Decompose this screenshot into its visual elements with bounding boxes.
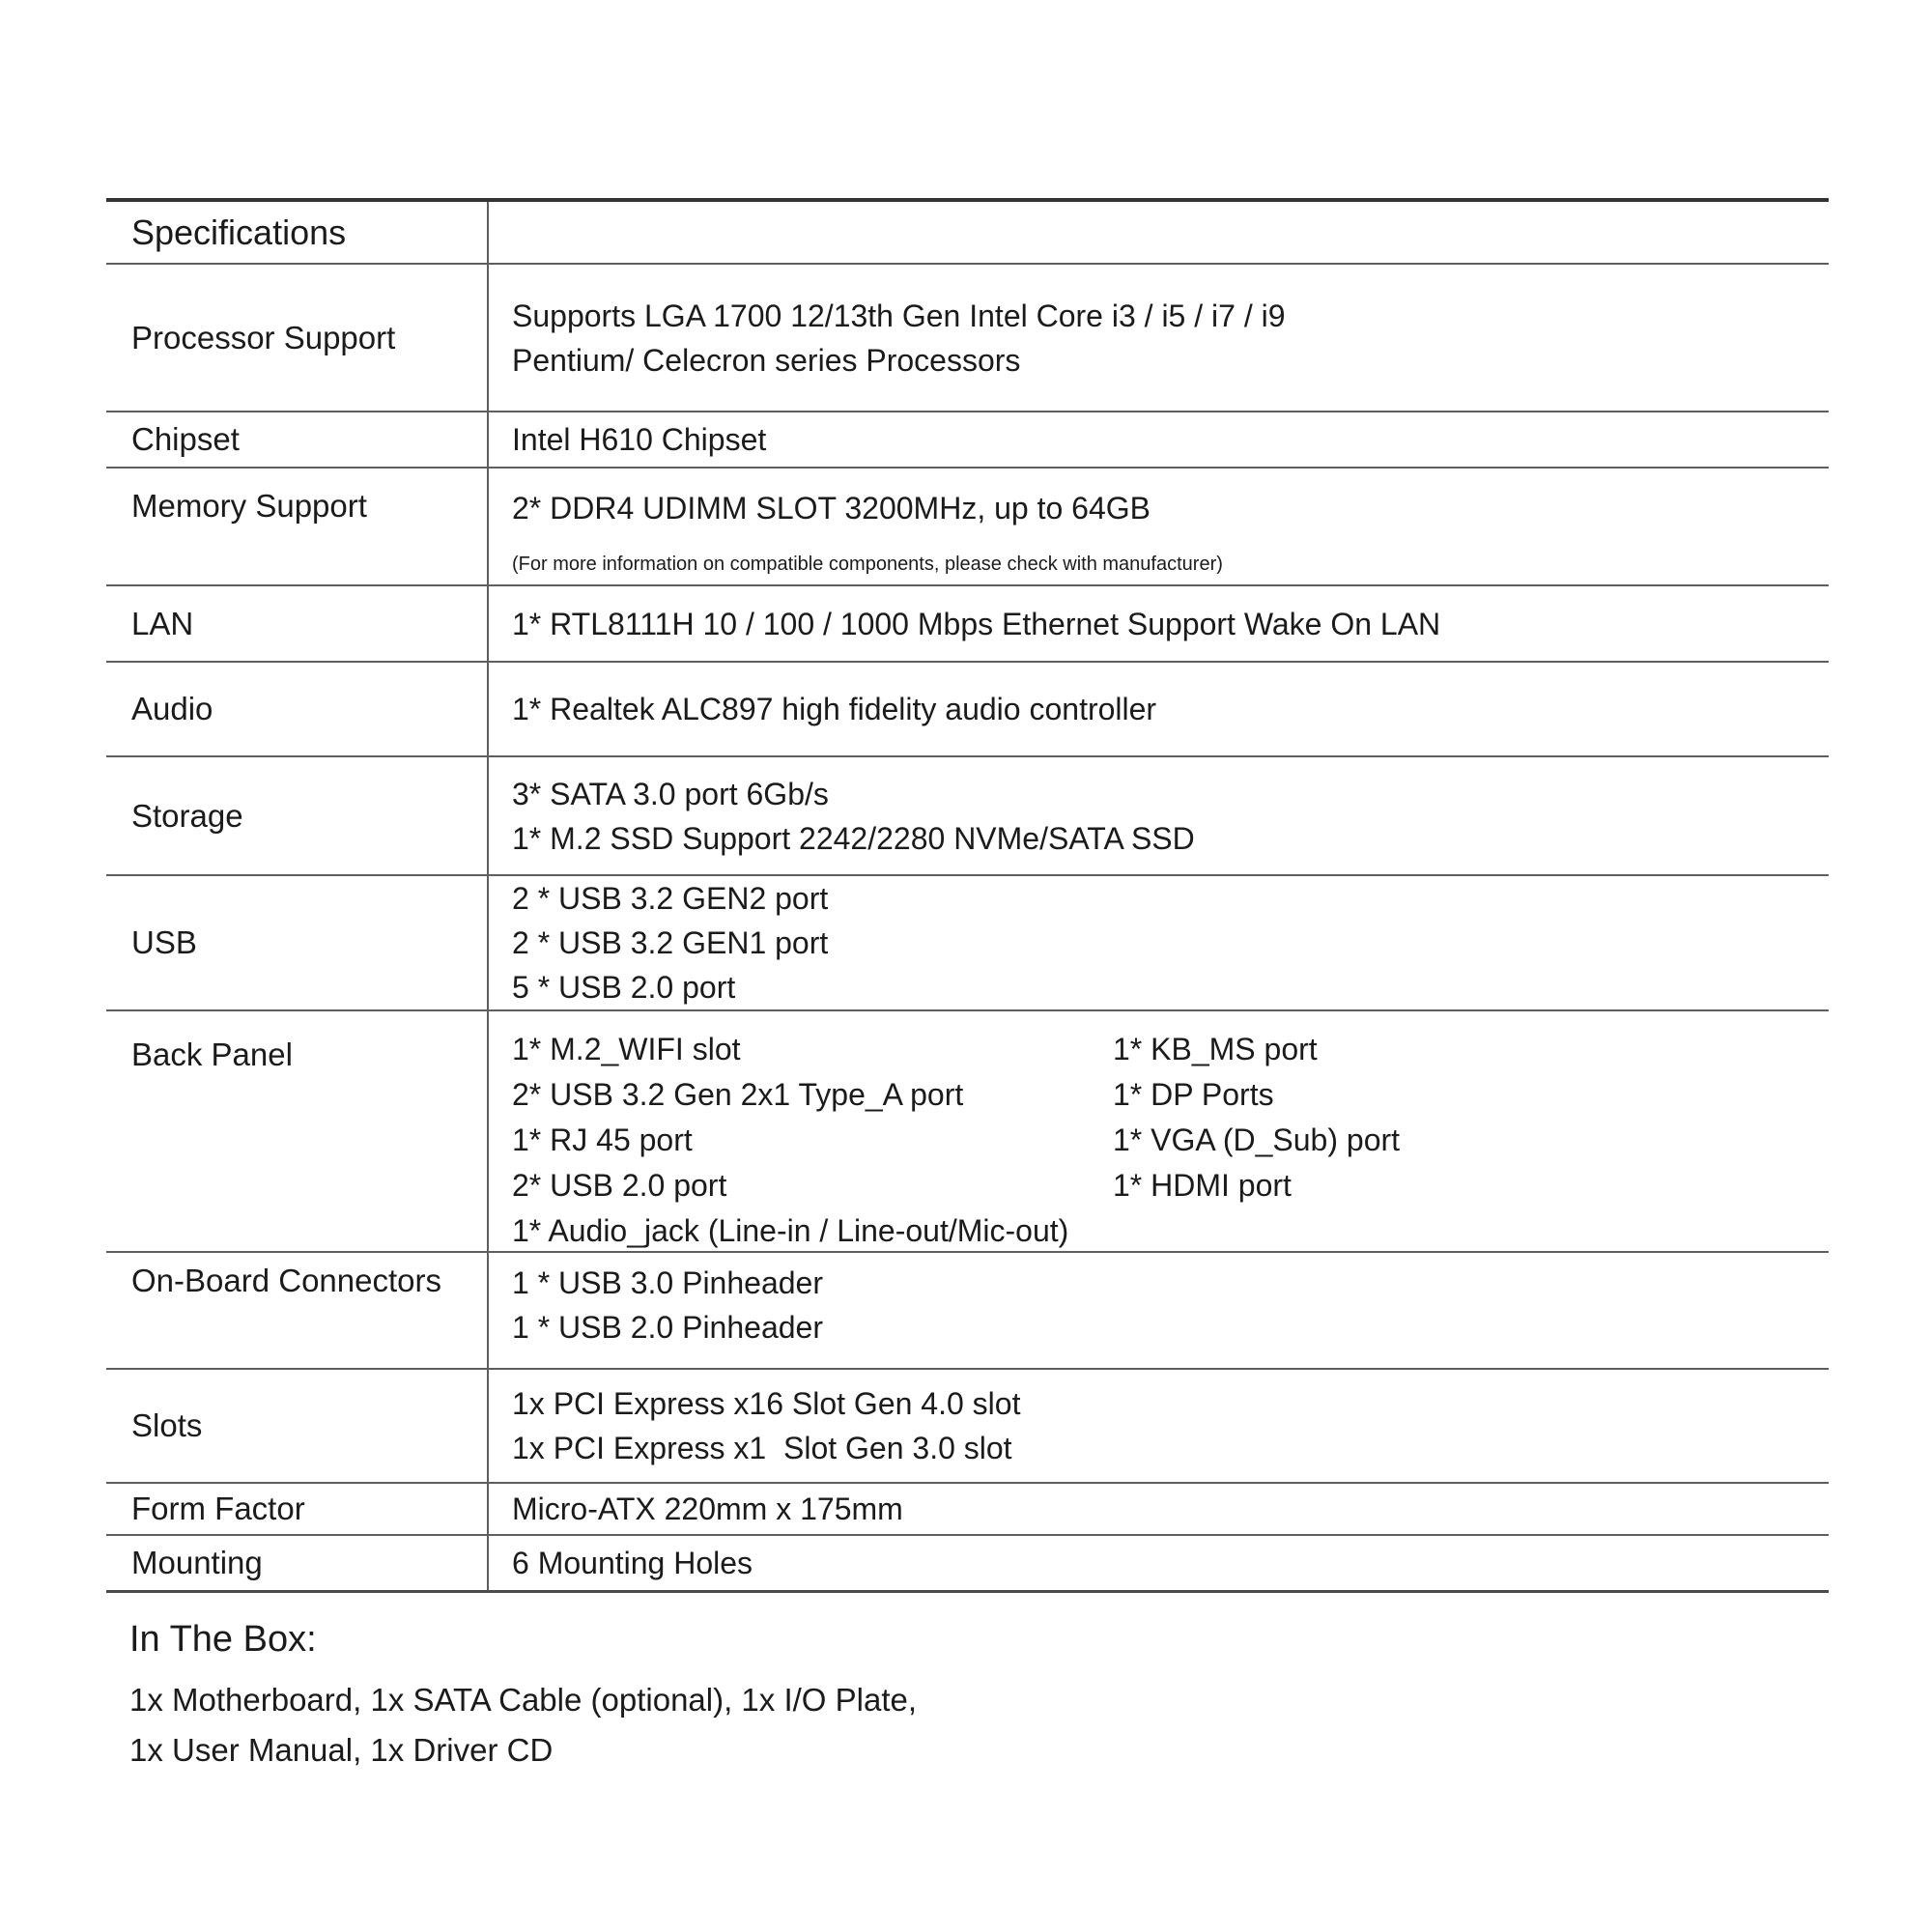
row-value [489,876,1829,1009]
value-line: Intel H610 Chipset [512,422,767,457]
table-row-form-factor [106,1484,1829,1536]
value-line: 2* DDR4 UDIMM SLOT 3200MHz, up to 64GB [512,491,1151,526]
row-value [489,412,1829,467]
row-value [489,1370,1829,1482]
row-value [489,1011,1829,1251]
value-line: 3* SATA 3.0 port 6Gb/s [512,776,829,811]
in-the-box-line: 1x Motherboard, 1x SATA Cable (optional), 1x I/O Plate, [129,1682,918,1718]
table-header-row [106,202,1829,265]
row-label: Memory Support [106,469,489,584]
value-line: 2 * USB 3.2 GEN2 port [512,881,829,916]
row-value [489,586,1829,661]
in-the-box-section [129,1615,917,1776]
row-label: Back Panel [106,1011,489,1251]
value-line: 1* M.2_WIFI slot [512,1032,741,1066]
value-line: Supports LGA 1700 12/13th Gen Intel Core i3 / i5 / i7 / i9 [512,298,1286,333]
row-value [489,1484,1829,1534]
back-panel-left-column [512,1027,1113,1251]
in-the-box-title: In The Box: [129,1619,317,1660]
value-line: 1* M.2 SSD Support 2242/2280 NVMe/SATA SSD [512,820,1195,856]
row-label: Form Factor [106,1484,489,1534]
row-value [489,663,1829,755]
row-label: Mounting [106,1536,489,1590]
value-line: Pentium/ Celecron series Processors [512,342,1021,378]
row-label: LAN [106,586,489,661]
value-line: 1* KB_MS port [1113,1032,1318,1066]
row-label: Storage [106,757,489,874]
row-label: USB [106,876,489,1009]
row-value [489,1253,1829,1368]
value-line: 2* USB 2.0 port [512,1168,727,1203]
value-line: 1* Realtek ALC897 high fidelity audio controller [512,692,1157,726]
table-title: Specifications [106,202,489,263]
value-line: 1* DP Ports [1113,1077,1274,1112]
table-row-back-panel [106,1011,1829,1253]
header-value-cell [489,202,1829,263]
back-panel-right-column [1113,1027,1829,1251]
value-line: 6 Mounting Holes [512,1546,753,1580]
row-value [489,1536,1829,1590]
table-row-slots [106,1370,1829,1484]
value-line: 1* HDMI port [1113,1168,1292,1203]
row-value [489,469,1829,584]
value-line: 1x PCI Express x16 Slot Gen 4.0 slot [512,1386,1021,1421]
row-label: Processor Support [106,265,489,411]
value-line: 2 * USB 3.2 GEN1 port [512,925,829,960]
table-row-mounting [106,1536,1829,1593]
row-label: Chipset [106,412,489,467]
table-row-memory-support [106,469,1829,586]
value-line: 1* RTL8111H 10 / 100 / 1000 Mbps Ethernet Support Wake On LAN [512,606,1441,641]
row-value [489,265,1829,411]
table-row-processor-support [106,265,1829,412]
in-the-box-line: 1x User Manual, 1x Driver CD [129,1732,554,1768]
value-line: 1 * USB 2.0 Pinheader [512,1310,823,1345]
value-line: 2* USB 3.2 Gen 2x1 Type_A port [512,1077,964,1112]
row-value [489,757,1829,874]
table-row-storage [106,757,1829,876]
table-row-usb [106,876,1829,1011]
value-line: 1 * USB 3.0 Pinheader [512,1265,823,1300]
value-line: 1* RJ 45 port [512,1122,693,1157]
specifications-table [106,198,1829,1593]
memory-compatibility-note: (For more information on compatible components, please check with manufacturer) [512,554,1223,575]
table-row-on-board-connectors [106,1253,1829,1370]
table-row-lan [106,586,1829,663]
value-line: 1* Audio_jack (Line-in / Line-out/Mic-out) [512,1213,1069,1248]
value-line: Micro-ATX 220mm x 175mm [512,1492,903,1526]
value-line: 5 * USB 2.0 port [512,970,736,1005]
row-label: Audio [106,663,489,755]
row-label: Slots [106,1370,489,1482]
table-row-audio [106,663,1829,757]
value-line: 1* VGA (D_Sub) port [1113,1122,1401,1157]
table-row-chipset [106,412,1829,469]
value-line: 1x PCI Express x1 Slot Gen 3.0 slot [512,1431,1012,1465]
row-label: On-Board Connectors [106,1253,489,1368]
